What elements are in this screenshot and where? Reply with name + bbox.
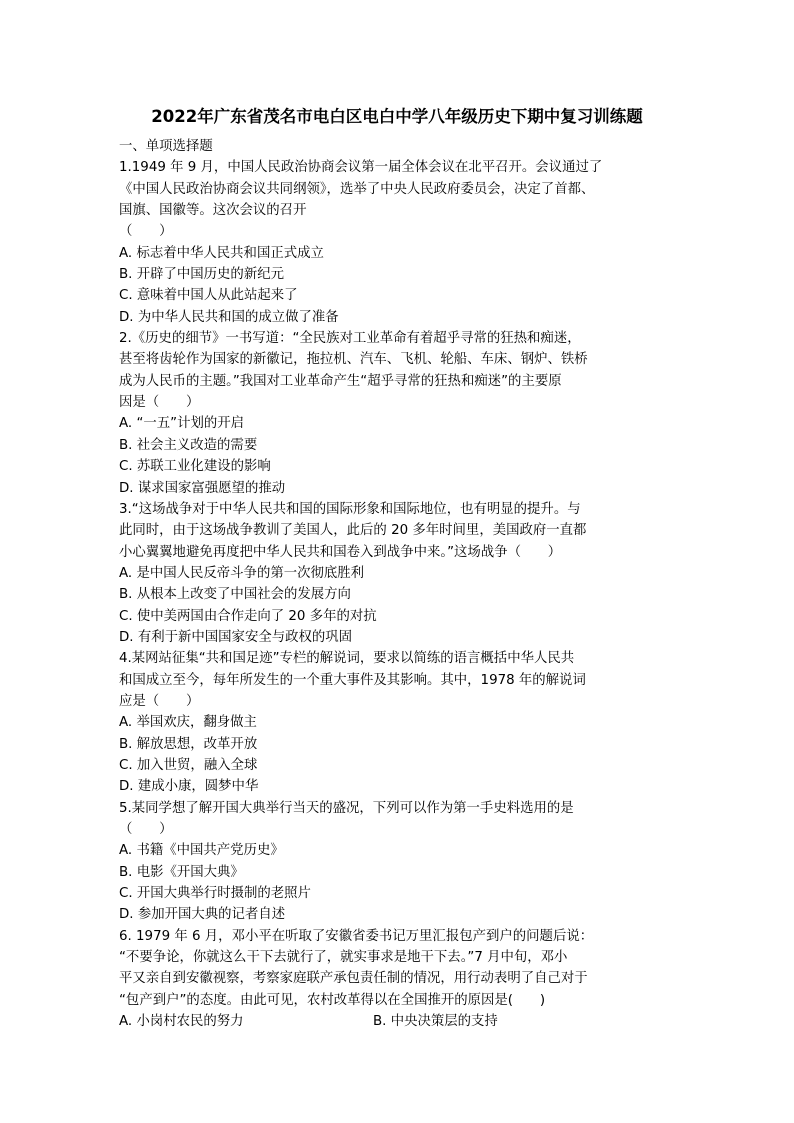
option-c: C. 加入世贸，融入全球 xyxy=(119,757,258,773)
question-stem-line: 甚至将齿轮作为国家的新徽记，拖拉机、汽车、飞机、轮船、车床、钢炉、铁桥 xyxy=(119,352,588,368)
question-5 xyxy=(119,798,679,926)
question-2 xyxy=(119,328,679,499)
option-a: A. 是中国人民反帝斗争的第一次彻底胜利 xyxy=(119,565,365,581)
option-a: A. 标志着中华人民共和国正式成立 xyxy=(119,245,324,261)
question-stem-line: 平又亲自到安徽视察，考察家庭联产承包责任制的情况，用行动表明了自己对于 xyxy=(119,971,588,987)
question-stem-line: “包产到户”的态度。由此可见，农村改革得以在全国推开的原因是( ) xyxy=(119,992,546,1008)
question-stem-line: 此同时，由于这场战争教训了美国人，此后的 20 多年时间里，美国政府一直都 xyxy=(119,523,587,539)
question-answer-blank: （ ） xyxy=(119,822,173,837)
option-c: C. 苏联工业化建设的影响 xyxy=(119,459,271,475)
question-6 xyxy=(119,926,679,1033)
option-c: C. 意味着中国人从此站起来了 xyxy=(119,288,298,304)
option-b: B. 社会主义改造的需要 xyxy=(119,437,258,453)
option-a: A. 小岗村农民的努力 xyxy=(119,1014,244,1030)
question-stem-line: 国旗、国徽等。这次会议的召开 xyxy=(119,203,307,219)
question-stem-line: 6. 1979 年 6 月，邓小平在听取了安徽省委书记万里汇报包产到户的问题后说： xyxy=(119,928,594,944)
option-b: B. 解放思想，改革开放 xyxy=(119,736,258,752)
option-c: C. 使中美两国由合作走向了 20 多年的对抗 xyxy=(119,608,377,624)
option-a: A. “一五”计划的开启 xyxy=(119,416,245,432)
option-b: B. 电影《开国大典》 xyxy=(119,864,244,880)
question-stem-line: 应是（ ） xyxy=(119,693,200,709)
question-stem-line: 因是（ ） xyxy=(119,395,200,411)
option-d: D. 参加开国大典的记者自述 xyxy=(119,907,286,923)
question-answer-blank: （ ） xyxy=(119,224,173,240)
document-body xyxy=(119,136,679,1032)
option-b: B. 中央决策层的支持 xyxy=(373,1014,498,1030)
document-title: 2022年广东省茂名市电白区电白中学八年级历史下期中复习训练题 xyxy=(151,107,643,126)
question-4 xyxy=(119,648,679,797)
question-stem-line: 《中国人民政治协商会议共同纲领》，选举了中央人民政府委员会，决定了首都、 xyxy=(119,181,595,197)
question-stem-line: 2.《历史的细节》一书写道：“全民族对工业革命有着超乎寻常的狂热和痴迷， xyxy=(119,331,581,347)
option-a: A. 书籍《中国共产党历史》 xyxy=(119,843,284,859)
question-stem-line: 1.1949 年 9 月，中国人民政治协商会议第一届全体会议在北平召开。会议通过了 xyxy=(119,160,603,176)
question-1 xyxy=(119,157,679,328)
option-d: D. 谋求国家富强愿望的推动 xyxy=(119,480,286,496)
question-stem-line: 4.某网站征集“共和国足迹”专栏的解说词，要求以简练的语言概括中华人民共 xyxy=(119,651,575,667)
question-stem-line: 小心翼翼地避免再度把中华人民共和国卷入到战争中来。”这场战争（ ） xyxy=(119,544,562,560)
question-stem-line: 5.某同学想了解开国大典举行当天的盛况，下列可以作为第一手史料选用的是 xyxy=(119,800,574,816)
option-b: B. 从根本上改变了中国社会的发展方向 xyxy=(119,587,351,603)
option-d: D. 为中华人民共和国的成立做了准备 xyxy=(119,309,339,325)
question-stem-line: 和国成立至今，每年所发生的一个重大事件及其影响。其中，1978 年的解说词 xyxy=(119,672,586,688)
question-stem-line: 成为人民币的主题。”我国对工业革命产生“超乎寻常的狂热和痴迷”的主要原 xyxy=(119,373,562,389)
option-b: B. 开辟了中国历史的新纪元 xyxy=(119,267,284,283)
question-stem-line: “不要争论，你就这么干下去就行了，就实事求是地干下去。”7 月中旬，邓小 xyxy=(119,950,568,966)
option-a: A. 举国欢庆，翻身做主 xyxy=(119,715,257,731)
section-heading: 一、单项选择题 xyxy=(119,139,213,154)
option-c: C. 开国大典举行时摄制的老照片 xyxy=(119,886,311,902)
question-stem-line: 3.“这场战争对于中华人民共和国的国际形象和国际地位，也有明显的提升。与 xyxy=(119,501,581,517)
question-3 xyxy=(119,499,679,648)
option-d: D. 建成小康，圆梦中华 xyxy=(119,779,259,795)
option-d: D. 有利于新中国国家安全与政权的巩固 xyxy=(119,629,353,645)
option-row xyxy=(119,1011,679,1032)
